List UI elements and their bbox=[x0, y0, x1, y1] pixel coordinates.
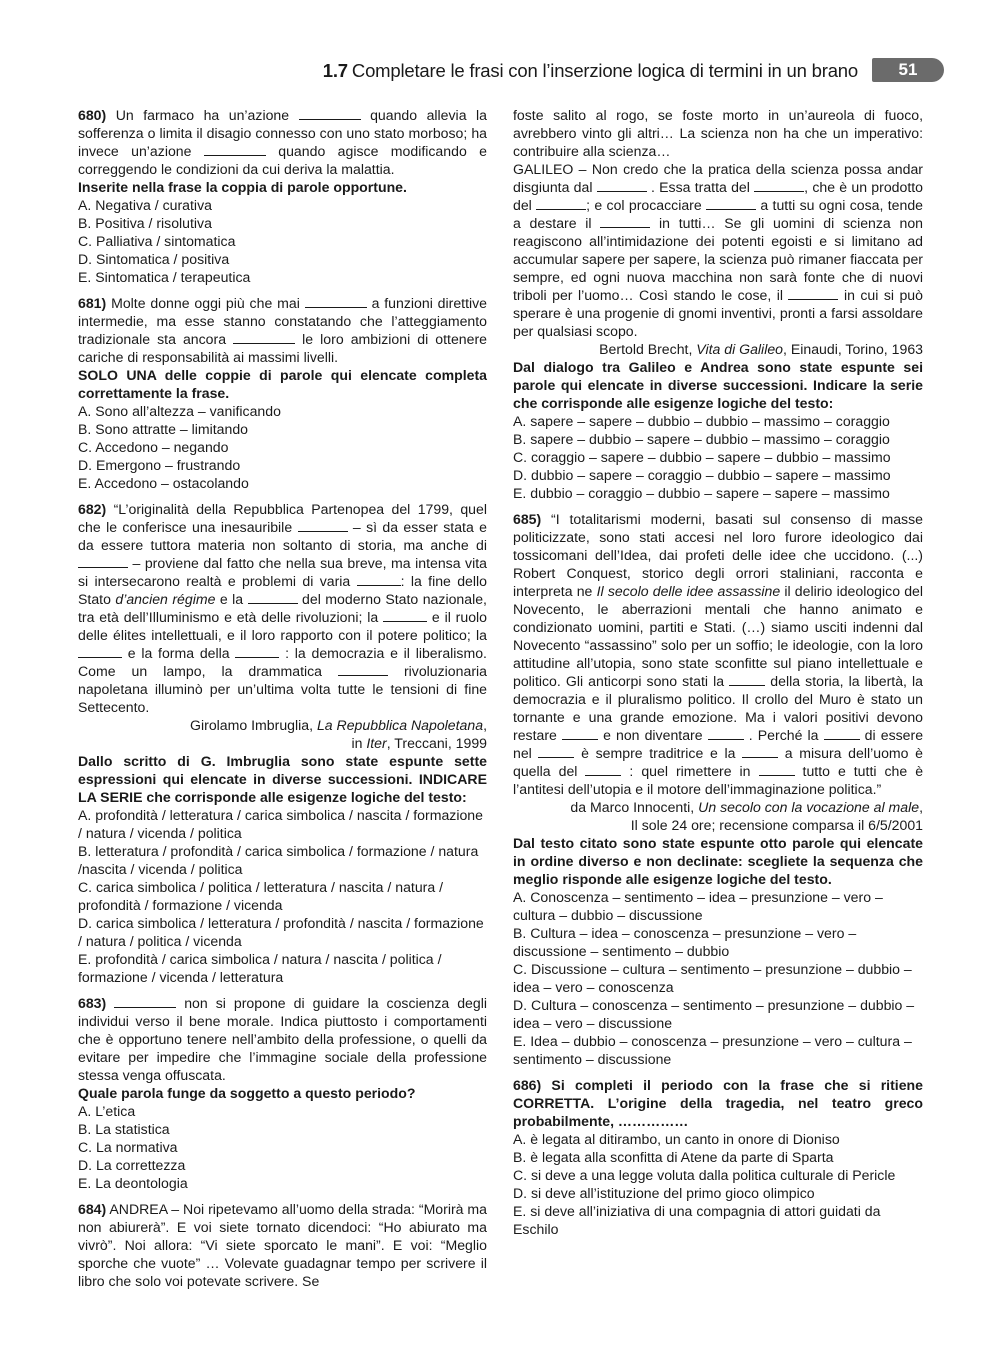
question-text: – proviene dal fatto che nella sua breve, ma intensa vita si intersecarono realtà e problemi di varia bbox=[78, 555, 487, 589]
answer-option[interactable]: D. carica simbolica / letteratura / profondità / nascita / formazione / natura / politica / vicenda bbox=[78, 915, 484, 949]
citation-author: da Marco Innocenti, bbox=[570, 799, 695, 815]
blank bbox=[824, 727, 860, 740]
blank bbox=[305, 295, 367, 308]
blank bbox=[706, 197, 756, 210]
question-number: 685) bbox=[513, 511, 542, 527]
answer-option[interactable]: D. La correttezza bbox=[78, 1157, 186, 1173]
question-683 bbox=[78, 994, 487, 1192]
blank bbox=[585, 763, 621, 776]
question-number: 680) bbox=[78, 107, 107, 123]
blank bbox=[114, 995, 176, 1008]
question-text-italic: d’ancien régime bbox=[115, 591, 216, 607]
question-text: quando allevia la sofferenza o limita il disagio connesso con uno stato morboso; ha invece un’azione bbox=[78, 107, 487, 159]
answer-option[interactable]: C. coraggio – sapere – dubbio – sapere – dubbio – massimo bbox=[513, 449, 891, 465]
citation-text: , Treccani, 1999 bbox=[386, 735, 487, 751]
question-text: ANDREA – Noi ripetevamo all’uomo della strada: “Morirà ma non abiurerà”. E voi siete tornato dicendoci: “Ho abiurato ma vivrò”. Noi allora: “Vi siete sporcato le mani”. E voi: “Meglio sporche che vuote” … Volevate guadagnar tempo per scrivere il libro che solo voi potevate scrivere. Se bbox=[78, 1201, 488, 1289]
question-number: 681) bbox=[78, 295, 107, 311]
blank bbox=[754, 179, 804, 192]
blank bbox=[338, 663, 388, 676]
question-685 bbox=[513, 510, 923, 1068]
question-684-continued bbox=[513, 106, 923, 502]
blank bbox=[233, 331, 295, 344]
blank bbox=[383, 609, 427, 622]
question-text: tutto e tutti che è l’antitesi dell’utopia e il motore dell’immaginazione politica.” bbox=[513, 763, 924, 797]
answer-option[interactable]: D. Cultura – conoscenza – sentimento – presunzione – dubbio – idea – vero – discussione bbox=[513, 997, 915, 1031]
answer-option[interactable]: D. dubbio – sapere – coraggio – dubbio – sapere – massimo bbox=[513, 467, 891, 483]
blank bbox=[759, 763, 795, 776]
citation-text: in bbox=[351, 735, 363, 751]
citation-line-2: Il sole 24 ore; recensione comparsa il 6/5/2001 bbox=[630, 817, 923, 833]
question-686 bbox=[513, 1076, 923, 1238]
blank bbox=[742, 745, 778, 758]
answer-option[interactable]: B. Cultura – idea – conoscenza – presunzione – vero – discussione – sentimento – dubbio bbox=[513, 925, 857, 959]
question-text: – sì da esser stata e da essere tuttora materia non soltanto di storia, ma anche di bbox=[78, 519, 487, 553]
blank bbox=[78, 645, 122, 658]
answer-option[interactable]: B. sapere – dubbio – sapere – dubbio – massimo – coraggio bbox=[513, 431, 890, 447]
question-text: in cui si può sperare è una progenie di gnomi inventivi, pronti a farsi assoldare per qualsiasi scopo. bbox=[513, 287, 923, 339]
question-instruction: Dal testo citato sono state espunte otto parole qui elencate in ordine diverso e non declinate: scegliete la sequenza che meglio risponde alle esigenze logiche del testo. bbox=[513, 835, 923, 887]
answer-option[interactable]: C. si deve a una legge voluta dalla politica culturale di Pericle bbox=[513, 1167, 896, 1183]
left-column bbox=[78, 106, 487, 1298]
question-682 bbox=[78, 500, 487, 986]
right-column bbox=[513, 106, 923, 1246]
section-title bbox=[323, 60, 858, 82]
answer-option[interactable]: E. La deontologia bbox=[78, 1175, 188, 1191]
question-text: è sempre traditrice e la bbox=[581, 745, 736, 761]
blank bbox=[235, 645, 279, 658]
answer-option[interactable]: D. Sintomatica / positiva bbox=[78, 251, 230, 267]
citation bbox=[513, 798, 923, 816]
citation-author: Girolamo Imbruglia, bbox=[190, 717, 314, 733]
citation-work: La Repubblica Napoletana bbox=[316, 717, 484, 733]
question-instruction: SOLO UNA delle coppie di parole qui elencate completa correttamente la frase. bbox=[78, 367, 487, 401]
answer-option[interactable]: C. Accedono – negando bbox=[78, 439, 229, 455]
answer-option[interactable]: E. profondità / carica simbolica / natura / nascita / politica / formazione / vicenda / letteratura bbox=[78, 951, 442, 985]
question-text: : quel rimettere in bbox=[629, 763, 751, 779]
blank bbox=[78, 555, 128, 568]
answer-option[interactable]: E. Sintomatica / terapeutica bbox=[78, 269, 251, 285]
question-680 bbox=[78, 106, 487, 286]
question-text: Molte donne oggi più che mai bbox=[111, 295, 300, 311]
answer-option[interactable]: C. carica simbolica / politica / letteratura / nascita / natura / profondità / formazione / vicenda bbox=[78, 879, 444, 913]
section-number: 1.7 bbox=[322, 60, 348, 81]
question-text: . Perché la bbox=[748, 727, 819, 743]
question-instruction: 686) Si completi il periodo con la frase che si ritiene CORRETTA. L’origine della tragedia, nel teatro greco probabilmente, …………… bbox=[513, 1077, 923, 1129]
question-number: 683) bbox=[78, 995, 107, 1011]
answer-option[interactable]: E. si deve all’iniziativa di una compagnia di attori guidati da Eschilo bbox=[513, 1203, 881, 1237]
question-text: e la bbox=[219, 591, 244, 607]
answer-option[interactable]: A. è legata al ditirambo, un canto in onore di Dioniso bbox=[513, 1131, 840, 1147]
question-number: 684) bbox=[78, 1201, 107, 1217]
question-text: ; e col procacciare bbox=[586, 197, 702, 213]
question-text: “L’originalità della Repubblica Partenopea del 1799, quel che le conferisce una inesauribile bbox=[78, 501, 487, 535]
question-text: in tutti… Se gli uomini di scienza non reagiscono all’intimidazione dei potenti egoisti e si limitano ad accumular sapere per sapere, la scienza può rimaner fiaccata per sempre, ed ogni nuova macchina non sarà fonte che di nuovi triboli per l’uomo… Così stando le cose, il bbox=[513, 215, 923, 303]
answer-option[interactable]: B. La statistica bbox=[78, 1121, 170, 1137]
answer-option[interactable]: B. è legata alla sconfitta di Atene da parte di Sparta bbox=[513, 1149, 834, 1165]
answer-option[interactable]: A. Negativa / curativa bbox=[78, 197, 212, 213]
blank bbox=[204, 143, 266, 156]
blank bbox=[708, 727, 744, 740]
answer-option[interactable]: B. letteratura / profondità / carica simbolica / formazione / natura /nascita / vicenda / politica bbox=[78, 843, 479, 877]
question-text: foste salito al rogo, se foste morto in un’aureola di fuoco, avrebbero vinto gli altri… La scienza non ha che un imperativo: contribuire alla scienza… bbox=[513, 107, 923, 159]
citation: Girolamo Imbruglia, La Repubblica Napoletana, bbox=[190, 717, 487, 733]
citation-line-2 bbox=[78, 734, 487, 752]
citation-work: Vita di Galileo bbox=[696, 341, 783, 357]
answer-option[interactable]: B. Positiva / risolutiva bbox=[78, 215, 212, 231]
question-text: e non diventare bbox=[603, 727, 703, 743]
question-text: di essere nel bbox=[513, 727, 924, 761]
answer-option[interactable]: C. La normativa bbox=[78, 1139, 178, 1155]
blank bbox=[597, 179, 647, 192]
question-number: 682) bbox=[78, 501, 107, 517]
question-instruction: Inserite nella frase la coppia di parole opportune. bbox=[78, 179, 407, 195]
question-text: a misura dell’uomo è quella del bbox=[513, 745, 923, 779]
blank bbox=[562, 727, 598, 740]
answer-option[interactable]: A. Conoscenza – sentimento – idea – presunzione – vero – cultura – dubbio – discussione bbox=[513, 889, 883, 923]
blank bbox=[298, 519, 348, 532]
blank bbox=[538, 745, 574, 758]
question-681 bbox=[78, 294, 487, 492]
blank bbox=[299, 107, 361, 120]
answer-option[interactable]: A. L’etica bbox=[78, 1103, 136, 1119]
question-instruction: Dallo scritto di G. Imbruglia sono state espunte sette espressioni qui elencate in diverse successioni. INDICARE LA SERIE che corrisponde alle esigenze logiche del testo: bbox=[78, 753, 487, 805]
citation bbox=[513, 340, 923, 358]
answer-option[interactable]: D. Emergono – frustrando bbox=[78, 457, 241, 473]
citation-work: Iter bbox=[366, 735, 387, 751]
question-text: : la democrazia e il liberalismo. Come un lampo, la drammatica bbox=[78, 645, 487, 679]
section-title-text: Completare le frasi con l’inserzione logica di termini in un brano bbox=[351, 60, 858, 81]
question-instruction: Dal dialogo tra Galileo e Andrea sono state espunte sei parole qui elencate in diverse successioni. Indicare la serie che corrisponde alle esigenze logiche del testo: bbox=[513, 359, 923, 411]
question-text: della storia, la libertà, la democrazia e il pluralismo politico. Il crollo del Muro è stato un tornante e una grande emozione. Ma i valori positivi devono restare bbox=[513, 673, 924, 743]
question-text: del moderno Stato nazionale, tra età dell’Illuminismo e età delle rivoluzioni; la bbox=[78, 591, 487, 625]
citation-text: , Einaudi, Torino, 1963 bbox=[783, 341, 923, 357]
question-text-italic: Il secolo delle idee assassine bbox=[596, 583, 781, 599]
question-text: : la fine dello Stato bbox=[78, 573, 487, 607]
answer-option[interactable]: A. sapere – sapere – dubbio – dubbio – massimo – coraggio bbox=[513, 413, 890, 429]
question-text: . Essa tratta del bbox=[650, 179, 750, 195]
question-684-start bbox=[78, 1200, 487, 1290]
question-text: le loro ambizioni di ottenere cariche di responsabilità ai massimi livelli. bbox=[78, 331, 488, 365]
question-instruction: Quale parola funge da soggetto a questo periodo? bbox=[78, 1085, 416, 1101]
question-text: e la forma della bbox=[127, 645, 230, 661]
blank bbox=[729, 673, 765, 686]
question-text: GALILEO – Non credo che la pratica della scienza possa andar disgiunta dal bbox=[513, 161, 923, 195]
question-text: e il ruolo delle élites intellettuali, e il loro rapporto con il potere politico; la bbox=[78, 609, 488, 643]
question-text: quando agisce modificando e correggendo le condizioni da cui deriva la malattia. bbox=[78, 143, 487, 177]
citation-work: Un secolo con la vocazione al male bbox=[698, 799, 920, 815]
page-number-tab: 51 bbox=[872, 58, 944, 82]
question-text: Un farmaco ha un’azione bbox=[115, 107, 290, 123]
blank bbox=[248, 591, 298, 604]
answer-option[interactable]: C. Discussione – cultura – sentimento – presunzione – dubbio – idea – vero – conoscenza bbox=[513, 961, 912, 995]
question-text: rivoluzionaria napoletana illuminò per un’ultima volta tutte le tensioni di fine Settecento. bbox=[78, 663, 487, 715]
question-text: a tutti su ogni cosa, tende a destare il bbox=[513, 197, 924, 231]
blank bbox=[536, 197, 586, 210]
answer-option[interactable]: E. dubbio – coraggio – dubbio – sapere – sapere – massimo bbox=[513, 485, 890, 501]
question-text: , che è un prodotto del bbox=[513, 179, 924, 213]
question-text: a funzioni direttive intermedie, ma esse stanno constatando che l’atteggiamento tradizionale sta ancora bbox=[78, 295, 488, 347]
question-text: “I totalitarismi moderni, basati sul consenso di masse politicizzate, sono stati accesi nel loro furore ideologico dai tossicomani dell’Idea, dai profeti delle idee che uccidono. (...) Robert Conquest, storico degli orrori staliniani, racconta e interpreta ne bbox=[513, 511, 923, 599]
answer-option[interactable]: E. Idea – dubbio – conoscenza – presunzione – vero – cultura – sentimento – discussione bbox=[513, 1033, 912, 1067]
blank bbox=[788, 287, 838, 300]
answer-option[interactable]: A. Sono all’altezza – vanificando bbox=[78, 403, 281, 419]
blank bbox=[357, 573, 401, 586]
question-text: il delirio ideologico del Novecento, le aberrazioni mentali che hanno animato e condizionato uomini, partiti e Stati. (…) siamo usciti indenni dal Novecento “assassino” solo per un soffio; le ideologie, con la loro attitudine all’utopia, sono state sconfitte sul piano intellettuale e politico. Gli anticorpi sono stati la bbox=[513, 583, 924, 689]
citation-author: Bertold Brecht, bbox=[599, 341, 693, 357]
page-header bbox=[0, 58, 1000, 84]
blank bbox=[600, 215, 650, 228]
question-text: non si propone di guidare la coscienza degli individui verso il bene morale. Indica piuttosto i comportamenti che è opportuno tenere nell’ambito della professione, o quelli da evitare per impedire che l’immagine sociale della professione stessa venga offuscata. bbox=[78, 995, 487, 1083]
answer-option[interactable]: A. profondità / letteratura / carica simbolica / nascita / formazione / natura / vicenda / politica bbox=[78, 807, 483, 841]
citation-text: , bbox=[919, 799, 923, 815]
answer-option[interactable]: E. Accedono – ostacolando bbox=[78, 475, 249, 491]
answer-option[interactable]: D. si deve all’istituzione del primo gioco olimpico bbox=[513, 1185, 815, 1201]
answer-option[interactable]: B. Sono attratte – limitando bbox=[78, 421, 249, 437]
answer-option[interactable]: C. Palliativa / sintomatica bbox=[78, 233, 236, 249]
